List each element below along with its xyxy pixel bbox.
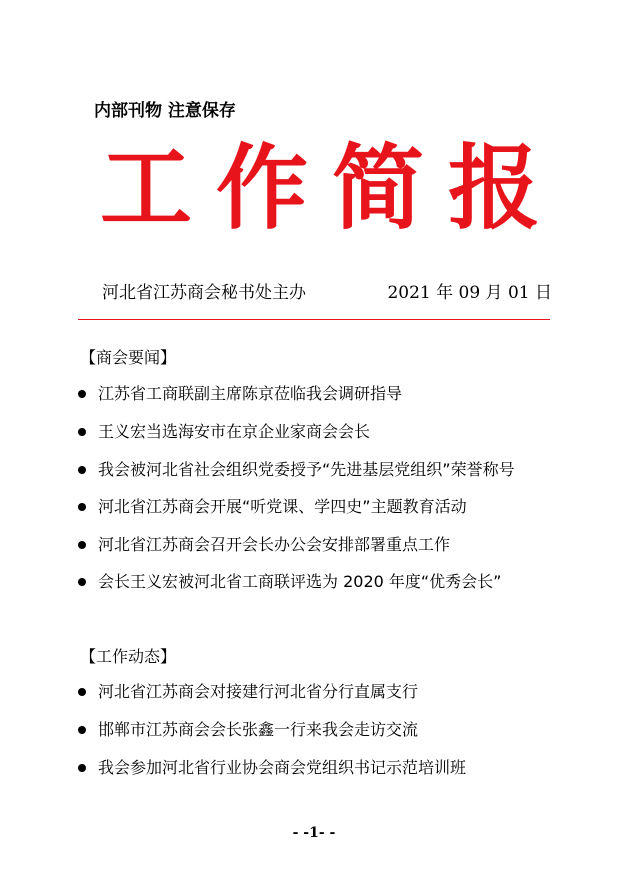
list-item-text: 王义宏当选海安市在京企业家商会会长: [98, 422, 371, 441]
bullet-icon: [78, 726, 86, 734]
bullet-icon: [78, 578, 86, 586]
header-divider: [78, 319, 550, 320]
distribution-notice: 内部刊物 注意保存: [94, 101, 236, 121]
page-number: - -1- -: [292, 825, 336, 841]
masthead-title: [100, 136, 540, 240]
list-item: [78, 681, 418, 703]
masthead-char: 报: [447, 134, 540, 242]
issue-date: 2021 年 09 月 01 日: [387, 283, 552, 303]
list-item: [78, 496, 467, 518]
bullet-icon: [78, 503, 86, 511]
list-item-text: 我会参加河北省行业协会商会党组织书记示范培训班: [98, 758, 467, 777]
list-item: [78, 383, 402, 405]
bullet-icon: [78, 390, 86, 398]
list-item: [78, 459, 515, 481]
masthead-char: 作: [215, 134, 308, 242]
list-item: [78, 757, 466, 779]
issuer: 河北省江苏商会秘书处主办: [102, 283, 306, 303]
bullet-icon: [78, 428, 86, 436]
list-item-text: 河北省江苏商会召开会长办公会安排部署重点工作: [98, 535, 451, 554]
masthead-char: 简: [331, 134, 424, 242]
list-item-text: 邯郸市江苏商会会长张鑫一行来我会走访交流: [98, 720, 419, 739]
section-heading-news: 【商会要闻】: [80, 348, 177, 367]
bullet-icon: [78, 764, 86, 772]
list-item-text: 会长王义宏被河北省工商联评选为 2020 年度“优秀会长”: [98, 572, 502, 591]
bullet-icon: [78, 541, 86, 549]
list-item: [78, 421, 370, 443]
bullet-icon: [78, 466, 86, 474]
list-item-text: 河北省江苏商会开展“听党课、学四史”主题教育活动: [98, 497, 467, 516]
bullet-icon: [78, 688, 86, 696]
list-item-text: 江苏省工商联副主席陈京莅临我会调研指导: [98, 384, 403, 403]
list-item: [78, 571, 501, 593]
section-heading-work: 【工作动态】: [80, 647, 177, 666]
list-item-text: 河北省江苏商会对接建行河北省分行直属支行: [98, 682, 419, 701]
list-item: [78, 534, 450, 556]
masthead-char: 工: [100, 134, 193, 242]
list-item: [78, 719, 418, 741]
list-item-text: 我会被河北省社会组织党委授予“先进基层党组织”荣誉称号: [98, 460, 515, 479]
